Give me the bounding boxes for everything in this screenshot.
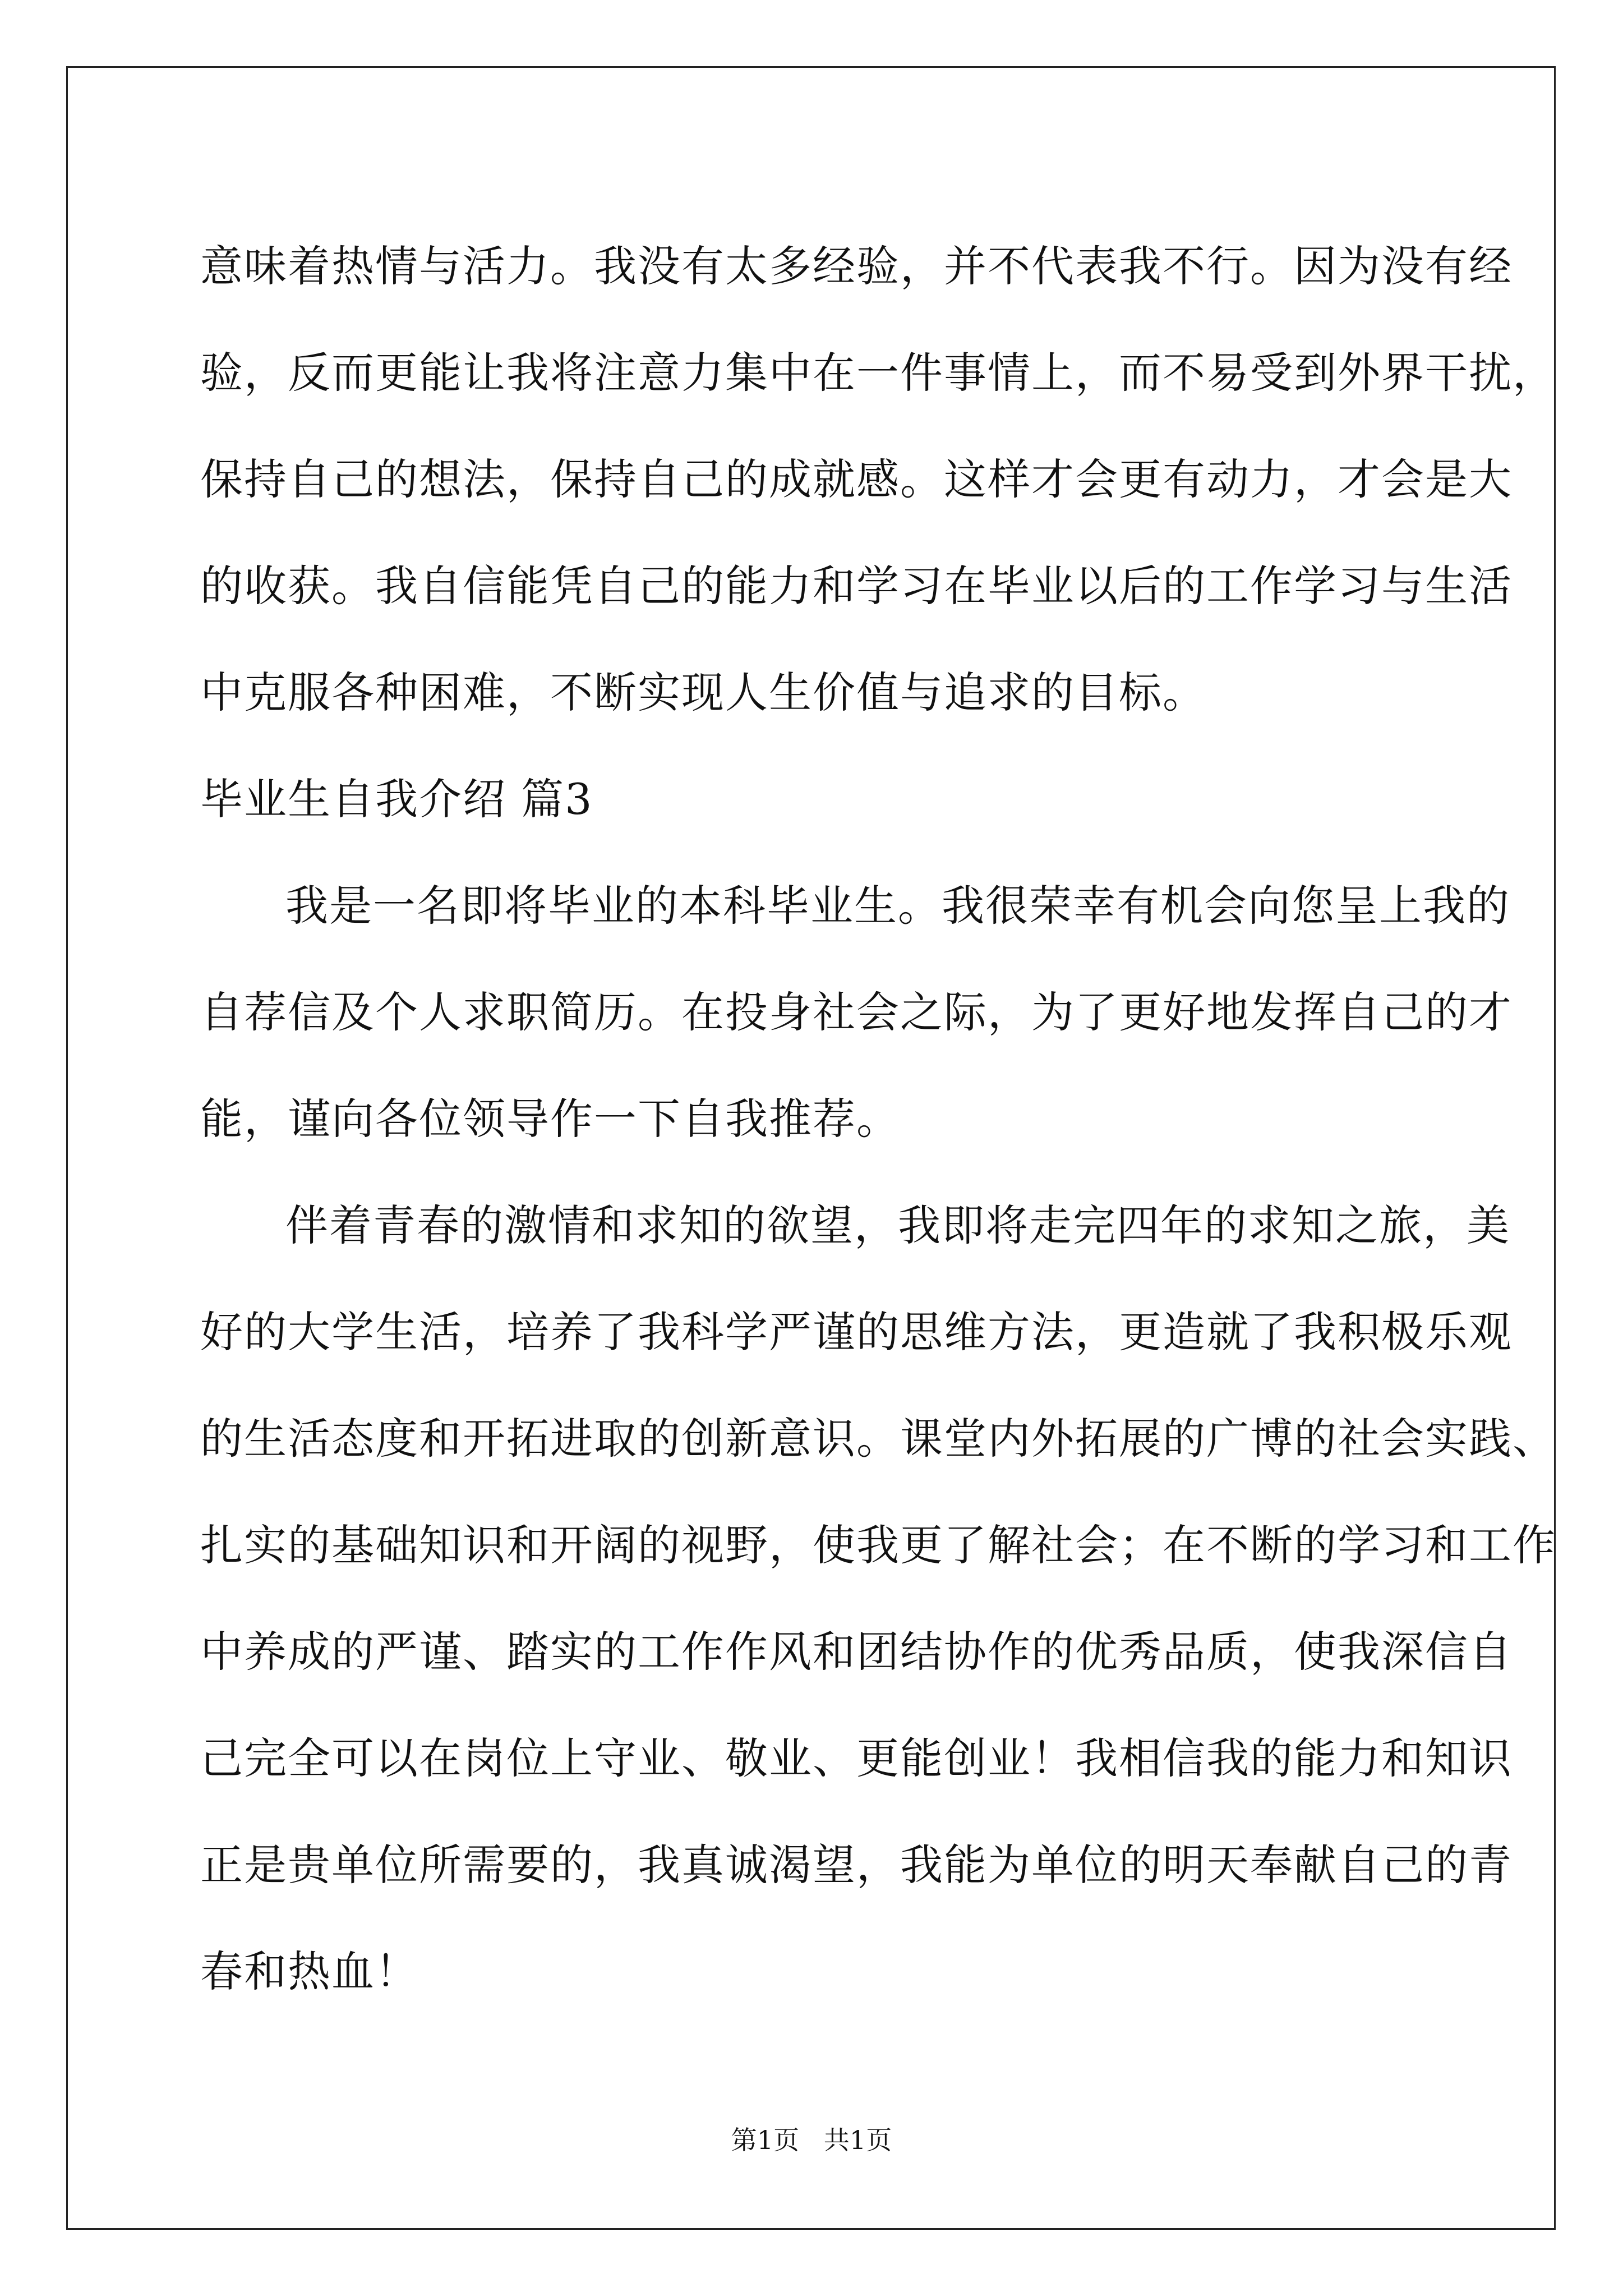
text-line: 验，反而更能让我将注意力集中在一件事情上，而不易受到外界干扰， [200, 348, 1556, 398]
text-line: 好的大学生活，培养了我科学严谨的思维方法，更造就了我积极乐观 [200, 1307, 1513, 1357]
text-line: 己完全可以在岗位上守业、敬业、更能创业！我相信我的能力和知识 [200, 1733, 1513, 1783]
text-line: 的收获。我自信能凭自己的能力和学习在毕业以后的工作学习与生活 [200, 561, 1513, 611]
text-line: 中养成的严谨、踏实的工作作风和团结协作的优秀品质，使我深信自 [200, 1627, 1513, 1677]
text-line: 意味着热情与活力。我没有太多经验，并不代表我不行。因为没有经 [200, 241, 1513, 291]
page-number-footer: 第1页 共1页 [731, 2125, 892, 2155]
section-title: 毕业生自我介绍 篇3 [200, 774, 593, 824]
text-line: 我是一名即将毕业的本科毕业生。我很荣幸有机会向您呈上我的 [285, 881, 1510, 931]
text-line: 中克服各种困难，不断实现人生价值与追求的目标。 [200, 668, 1206, 717]
text-line: 的生活态度和开拓进取的创新意识。课堂内外拓展的广博的社会实践、 [200, 1414, 1556, 1464]
text-line: 春和热血！ [200, 1947, 419, 1996]
text-line: 自荐信及个人求职简历。在投身社会之际，为了更好地发挥自己的才 [200, 987, 1513, 1037]
text-line: 保持自己的想法，保持自己的成就感。这样才会更有动力，才会是大 [200, 454, 1513, 504]
text-line: 正是贵单位所需要的，我真诚渴望，我能为单位的明天奉献自己的青 [200, 1840, 1513, 1890]
text-line: 扎实的基础知识和开阔的视野，使我更了解社会；在不断的学习和工作 [200, 1520, 1556, 1570]
document-body [200, 213, 1556, 2025]
text-line: 能，谨向各位领导作一下自我推荐。 [200, 1094, 900, 1144]
text-line: 伴着青春的激情和求知的欲望，我即将走完四年的求知之旅，美 [285, 1200, 1510, 1250]
